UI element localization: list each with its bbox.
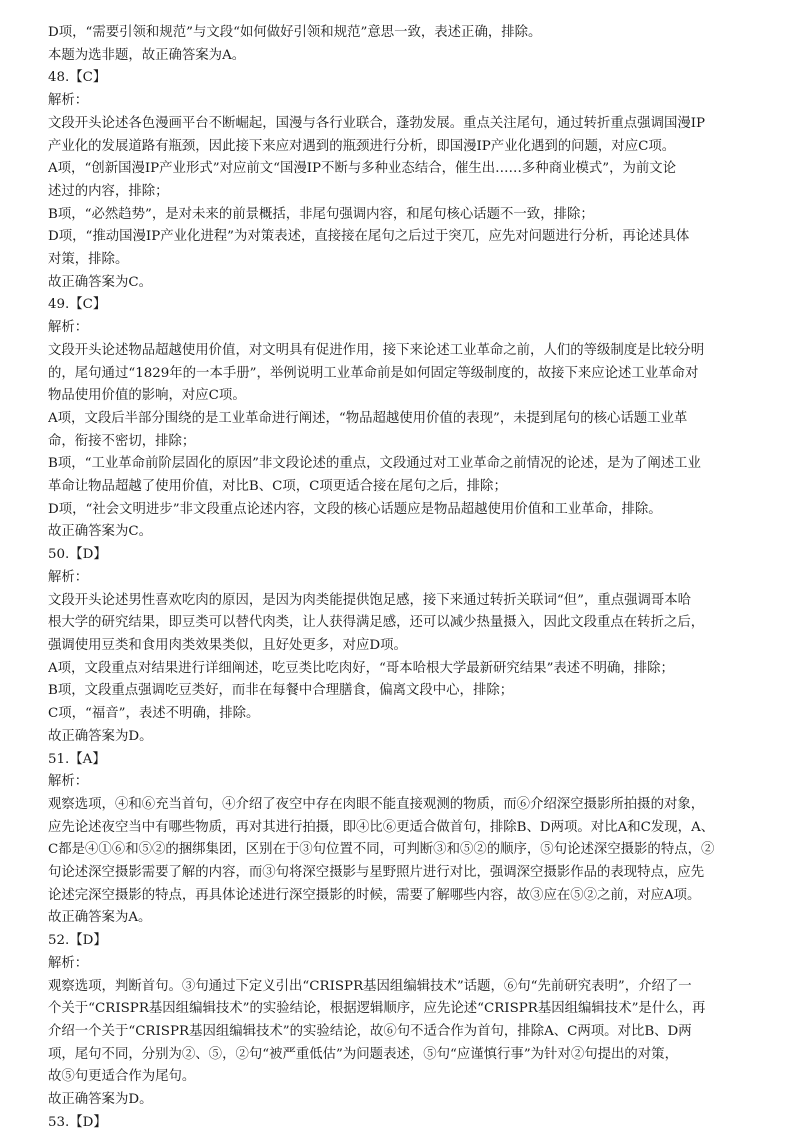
text-line: 文段开头论述男性喜欢吃肉的原因，是因为肉类能提供饱足感，接下来通过转折关联词“但”，重点强调哥本哈 xyxy=(48,592,692,608)
text-line: B项，“工业革命前阶层固化的原因”非文段论述的重点，文段通过对工业革命之前情况的论述，是为了阐述工业 xyxy=(48,456,701,472)
text-line: 53.【D】 xyxy=(48,1114,107,1130)
text-line: 述过的内容，排除； xyxy=(48,183,169,199)
text-line: 观察选项，判断首句。③句通过下定义引出“CRISPR基因组编辑技术”话题，⑥句“先前研究表明”，介绍了一 xyxy=(48,978,692,994)
text-line: 48.【C】 xyxy=(48,70,107,86)
text-line: B项，文段重点强调吃豆类好，而非在每餐中合理膳食，偏离文段中心，排除； xyxy=(48,683,514,699)
text-line: 解析： xyxy=(48,93,89,109)
text-line: 本题为选非题，故正确答案为A。 xyxy=(48,47,246,63)
text-line: 故正确答案为D。 xyxy=(48,728,153,744)
text-line: C都是④①⑥和⑤②的捆绑集团，区别在于③句位置不同，可判断③和⑤②的顺序，⑤句论述深空摄影的特点，② xyxy=(48,842,715,858)
text-line: 根大学的研究结果，即豆类可以替代肉类，让人获得满足感，还可以减少热量摄入，因此文段重点在转折之后， xyxy=(48,615,705,631)
text-line: 物品使用价值的影响，对应C项。 xyxy=(48,388,246,404)
text-line: 50.【D】 xyxy=(48,547,107,563)
text-line: 故正确答案为C。 xyxy=(48,274,152,290)
text-line: A项，文段重点对结果进行详细阐述，吃豆类比吃肉好，“哥本哈根大学最新研究结果”表述不明确，排除； xyxy=(48,660,674,676)
text-line: 故⑤句更适合作为尾句。 xyxy=(48,1069,196,1085)
text-line: 项，尾句不同，分别为②、⑤，②句“被严重低估”为问题表述，⑤句“应谨慎行事”为针对②句提出的对策， xyxy=(48,1046,678,1062)
text-line: 49.【C】 xyxy=(48,297,107,313)
text-line: 应先论述夜空当中有哪些物质，再对其进行拍摄，即④比⑥更适合做首句，排除B、D两项。对比A和C发现，A、 xyxy=(48,819,715,835)
text-line: 的，尾句通过“1829年的一本手册”，举例说明工业革命前是如何固定等级制度的，故接下来应论述工业革命对 xyxy=(48,365,699,381)
text-line: 强调使用豆类和食用肉类效果类似，且好处更多，对应D项。 xyxy=(48,637,407,653)
text-line: 句论述深空摄影需要了解的内容，而③句将深空摄影与星野照片进行对比，强调深空摄影作品的表现特点，应先 xyxy=(48,865,705,881)
text-line: D项，“社会文明进步”非文段重点论述内容，文段的核心话题应是物品超越使用价值和工业革命，排除。 xyxy=(48,501,662,517)
text-line: A项，“创新国漫IP产业形式”对应前文“国漫IP不断与多种业态结合，催生出……多种商业模式”，为前文论 xyxy=(48,161,677,177)
text-line: B项，“必然趋势”，是对未来的前景概括，非尾句强调内容，和尾句核心话题不一致，排除； xyxy=(48,206,594,222)
text-line: 文段开头论述各色漫画平台不断崛起，国漫与各行业联合，蓬勃发展。重点关注尾句，通过转折重点强调国漫IP xyxy=(48,115,706,131)
text-line: 故正确答案为A。 xyxy=(48,910,152,926)
text-line: 介绍一个关于“CRISPR基因组编辑技术”的实验结论，故⑥句不适合作为首句，排除A、C两项。对比B、D两 xyxy=(48,1023,692,1039)
text-line: 命，衔接不密切，排除； xyxy=(48,433,196,449)
text-line: D项，“推动国漫IP产业化进程”为对策表述，直接接在尾句之后过于突兀，应先对问题进行分析，再论述具体 xyxy=(48,229,690,245)
text-line: 故正确答案为C。 xyxy=(48,524,152,540)
text-line: 解析： xyxy=(48,320,89,336)
text-line: 对策，排除。 xyxy=(48,252,129,268)
text-line: 文段开头论述物品超越使用价值，对文明具有促进作用，接下来论述工业革命之前，人们的等级制度是比较分明 xyxy=(48,342,705,358)
text-line: 革命让物品超越了使用价值，对比B、C项，C项更适合接在尾句之后，排除； xyxy=(48,479,507,495)
text-line: 观察选项，④和⑥充当首句，④介绍了夜空中存在肉眼不能直接观测的物质，而⑥介绍深空摄影所拍摄的对象， xyxy=(48,796,705,812)
text-line: A项，文段后半部分围绕的是工业革命进行阐述，“物品超越使用价值的表现”，未提到尾句的核心话题工业革 xyxy=(48,410,688,426)
text-line: 故正确答案为D。 xyxy=(48,1092,153,1108)
text-line: 解析： xyxy=(48,774,89,790)
text-line: D项，“需要引领和规范”与文段“如何做好引领和规范”意思一致，表述正确，排除。 xyxy=(48,25,542,40)
text-line: 51.【A】 xyxy=(48,751,106,767)
text-line: 个关于“CRISPR基因组编辑技术”的实验结论，根据逻辑顺序，应先论述“CRISPR基因组编辑技术”是什么，再 xyxy=(48,1001,706,1017)
text-line: 解析： xyxy=(48,955,89,971)
text-line: 解析： xyxy=(48,569,89,585)
text-line: 论述完深空摄影的特点，再具体论述进行深空摄影的时候，需要了解哪些内容，故③应在⑤②之前，对应A项。 xyxy=(48,887,701,903)
text-line: C项，“福音”，表述不明确，排除。 xyxy=(48,706,260,722)
text-line: 52.【D】 xyxy=(48,933,107,949)
text-line: 产业化的发展道路有瓶颈，因此接下来应对遇到的瓶颈进行分析，即国漫IP产业化遇到的问题，对应C项。 xyxy=(48,138,676,154)
